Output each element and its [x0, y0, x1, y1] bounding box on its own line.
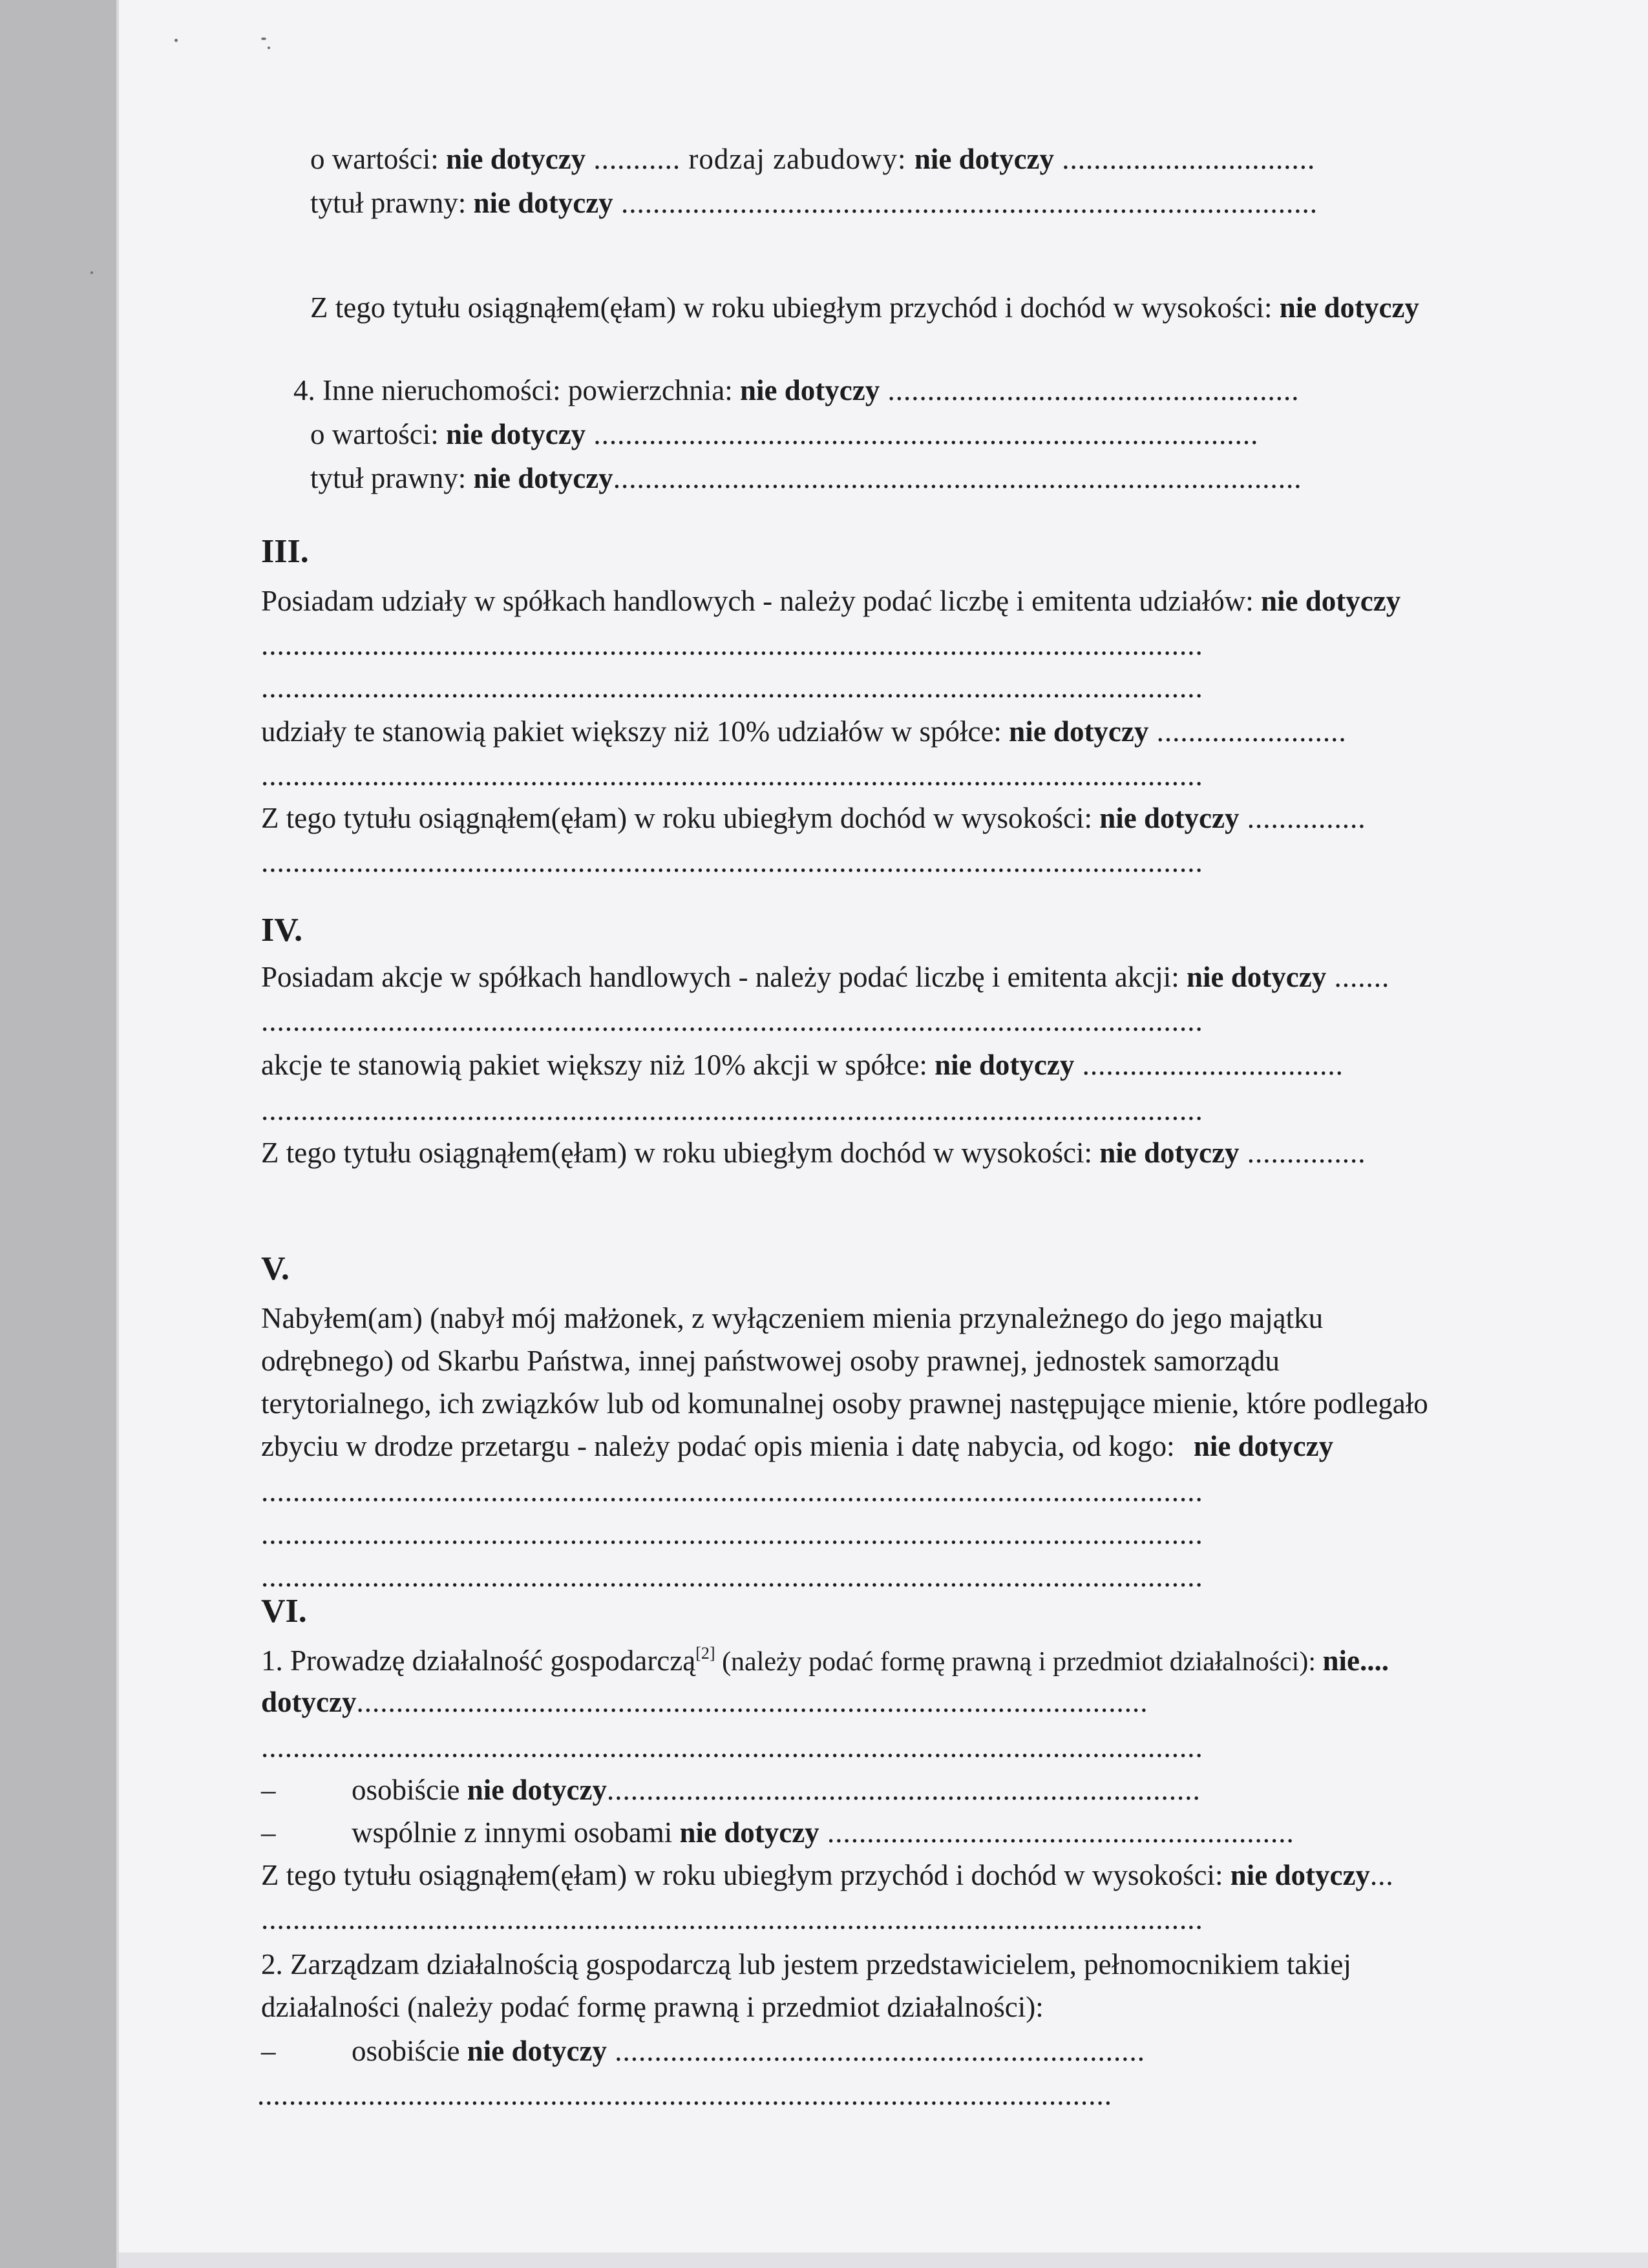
label-text: osobiście	[352, 1774, 467, 1806]
document-page	[119, 0, 1648, 2252]
sec6-business-cont	[261, 1684, 1148, 1720]
sec6-manage-personally	[261, 2033, 1145, 2069]
dotted-fill: ...........................................................	[819, 1816, 1294, 1849]
sec5-para-line	[261, 1428, 1333, 1464]
line-title-2	[310, 460, 1302, 496]
answer-text: nie dotyczy	[473, 187, 613, 219]
bullet-dash: –	[261, 2035, 276, 2067]
scan-bottom-edge	[119, 2252, 1648, 2268]
label-text: o wartości:	[310, 418, 446, 450]
line-title	[310, 185, 1318, 221]
label-text: udziały te stanowią pakiet większy niż 10% udziałów w spółce:	[261, 715, 1009, 748]
label-text: o wartości:	[310, 143, 446, 175]
answer-text: nie dotyczy	[467, 2035, 607, 2067]
label-text: ........... rodzaj zabudowy:	[586, 143, 914, 175]
answer-text: nie dotyczy	[473, 462, 613, 494]
section-heading-v: V.	[261, 1250, 290, 1287]
label-text: tytuł prawny:	[310, 462, 474, 494]
label-text: Posiadam akcje w spółkach handlowych - należy podać liczbę i emitenta akcji:	[261, 961, 1187, 993]
sec6-manage: 2. Zarządzam działalnością gospodarczą lub jestem przedstawicielem, pełnomocnikiem takiej	[261, 1948, 1351, 1980]
dotted-fill: ........................	[1148, 715, 1347, 748]
scan-speck	[261, 37, 266, 40]
scan-speck	[90, 271, 93, 274]
answer-text: nie dotyczy	[1099, 802, 1240, 834]
answer-text: nie dotyczy	[935, 1049, 1075, 1081]
dotted-fill: .................................	[1074, 1049, 1344, 1081]
sec3-shares	[261, 583, 1400, 619]
sec6-business	[261, 1643, 1389, 1680]
answer-text: nie dotyczy	[1261, 585, 1401, 617]
label-text: Z tego tytułu osiągnąłem(ęłam) w roku ubiegłym przychód i dochód w wysokości:	[310, 291, 1280, 324]
dotted-fill: ........................................................................................	[613, 187, 1318, 219]
dotted-fill: .......................................................................................	[613, 462, 1302, 494]
sec4-income	[261, 1135, 1366, 1171]
sec5-para-line: terytorialnego, ich związków lub od komunalnej osoby prawnej następujące mienie, które podlegało	[261, 1387, 1428, 1420]
label-text: zbyciu w drodze przetargu - należy podać opis mienia i datę nabycia, od kogo:	[261, 1430, 1182, 1462]
dotted-line: .......................................................................................................................	[261, 1560, 1203, 1593]
dotted-line: .......................................................................................................................	[261, 1731, 1203, 1763]
dotted-fill: ...	[1369, 1859, 1394, 1891]
answer-text: nie dotyczy	[740, 374, 880, 406]
sec6-manage-cont: działalności (należy podać formę prawną i przedmiot działalności):	[261, 1991, 1044, 2023]
sec5-para-line: Nabyłem(am) (nabył mój małżonek, z wyłączeniem mienia przynależnego do jego majątku	[261, 1302, 1324, 1334]
answer-text: nie....	[1322, 1644, 1389, 1677]
answer-text: nie dotyczy	[1193, 1430, 1334, 1462]
dotted-fill: ...........................................................................	[606, 1774, 1201, 1806]
label-text: 1. Prowadzę działalność gospodarczą	[261, 1644, 696, 1677]
line-value-2	[310, 416, 1258, 452]
label-text: wspólnie z innymi osobami	[352, 1816, 680, 1849]
bullet-dash: –	[261, 1774, 276, 1806]
answer-text: nie dotyczy	[467, 1774, 607, 1806]
label-text: tytuł prawny:	[310, 187, 474, 219]
footnote-ref: [2]	[695, 1644, 715, 1663]
dotted-line: .......................................................................................................................	[261, 759, 1203, 792]
sec6-income	[261, 1857, 1394, 1893]
sec4-package	[261, 1047, 1344, 1083]
section-heading-iv: IV.	[261, 912, 303, 949]
dotted-fill: ....................................................	[880, 374, 1300, 406]
dotted-fill: ................................	[1054, 143, 1316, 175]
dotted-line: .......................................................................................................................	[261, 1903, 1203, 1935]
answer-text: nie dotyczy	[1099, 1137, 1240, 1169]
label-text: Z tego tytułu osiągnąłem(ęłam) w roku ubiegłym dochód w wysokości:	[261, 1137, 1100, 1169]
answer-text: nie dotyczy	[445, 418, 586, 450]
answer-text: dotyczy	[261, 1686, 357, 1718]
section-heading-vi: VI.	[261, 1593, 307, 1630]
line-other-property	[293, 372, 1300, 408]
label-text: Posiadam udziały w spółkach handlowych - należy podać liczbę i emitenta udziałów:	[261, 585, 1262, 617]
dotted-fill: ....................................................................................................	[356, 1686, 1148, 1718]
answer-text: nie dotyczy	[445, 143, 586, 175]
answer-text: nie dotyczy	[679, 1816, 819, 1849]
answer-text: nie dotyczy	[1009, 715, 1149, 748]
sec3-package	[261, 713, 1347, 750]
dotted-line: .......................................................................................................................	[261, 671, 1203, 704]
dotted-line: .......................................................................................................................	[261, 1518, 1203, 1550]
label-text: Z tego tytułu osiągnąłem(ęłam) w roku ubiegłym dochód w wysokości:	[261, 802, 1100, 834]
label-text: 4. Inne nieruchomości: powierzchnia:	[293, 374, 741, 406]
sec6-personally	[261, 1772, 1201, 1808]
dotted-line: ............................................................................................................	[257, 2079, 1112, 2111]
dotted-line: .......................................................................................................................	[261, 1094, 1203, 1126]
dotted-line: .......................................................................................................................	[261, 846, 1203, 878]
sec6-jointly	[261, 1814, 1294, 1851]
sec5-para-line: odrębnego) od Skarbu Państwa, innej państwowej osoby prawnej, jednostek samorządu	[261, 1345, 1280, 1377]
answer-text: nie dotyczy	[1279, 291, 1419, 324]
line-income	[310, 289, 1419, 326]
label-text: akcje te stanowią pakiet większy niż 10% akcji w spółce:	[261, 1049, 935, 1081]
dotted-line: .......................................................................................................................	[261, 1475, 1203, 1507]
scan-speck	[268, 47, 270, 49]
label-text: Z tego tytułu osiągnąłem(ęłam) w roku ubiegłym przychód i dochód w wysokości:	[261, 1859, 1231, 1891]
scan-speck	[174, 39, 178, 42]
section-heading-iii: III.	[261, 533, 309, 570]
answer-text: nie dotyczy	[914, 143, 1055, 175]
sec3-income	[261, 800, 1366, 836]
dotted-fill: ...............	[1239, 1137, 1366, 1169]
dotted-fill: ...................................................................	[606, 2035, 1145, 2067]
answer-text: nie dotyczy	[1230, 1859, 1370, 1891]
line-value	[310, 141, 1315, 177]
dotted-fill: ...............	[1239, 802, 1366, 834]
answer-text: nie dotyczy	[1186, 961, 1327, 993]
bullet-dash: –	[261, 1816, 276, 1849]
dotted-line: .......................................................................................................................	[261, 1005, 1203, 1037]
dotted-fill: ....................................................................................	[586, 418, 1259, 450]
dotted-line: .......................................................................................................................	[261, 629, 1203, 661]
sec4-stocks	[261, 959, 1389, 995]
dotted-fill: .......	[1326, 961, 1390, 993]
label-text: osobiście	[352, 2035, 467, 2067]
label-text: (należy podać formę prawną i przedmiot działalności):	[715, 1647, 1323, 1677]
